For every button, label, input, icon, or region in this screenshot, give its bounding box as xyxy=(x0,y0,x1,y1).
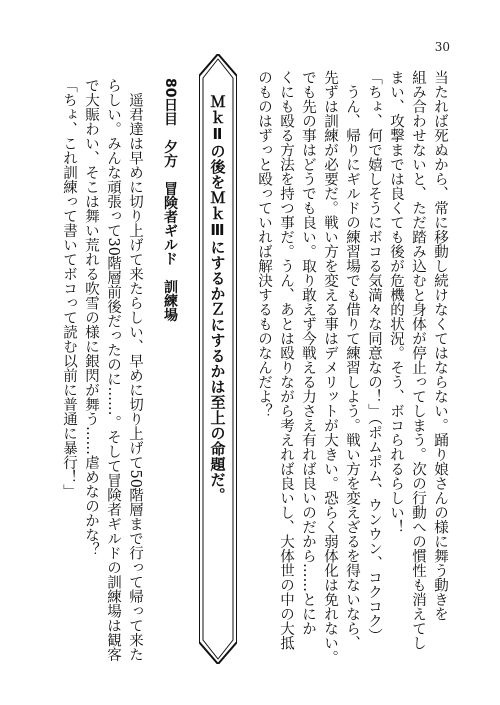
text-line: 組み合わせないと、ただ踏み込むと身体が停止ってしまう。次の行動への慣性も消えてし xyxy=(410,70,426,650)
chapter-title-banner xyxy=(199,54,237,664)
text-line: 先ずは訓練が必要だ。戦い方を変える事はデメリットが大きい。恐らく弱体化は免れない。 xyxy=(322,70,338,665)
text-line: でも先の事はどうでも良い。取り敢えず今戦える力さえ有れば良いのだから……とにか xyxy=(300,70,316,636)
text-line: らしい。みんな頑張って30階層前後だったのに……。そして冒険者ギルドの訓練場は観客 xyxy=(105,78,121,662)
text-line: まい、攻撃までは良くても後が危機的状況。そう、ボコられるらしい！ xyxy=(388,70,404,534)
text-line: うん、帰りにギルドの練習場でも借りて練習しよう。戦い方を変えざるを得ないなら、 xyxy=(344,70,360,650)
text-line: のものはずっと殴っていれば解決するものなんだよ？ xyxy=(256,70,272,418)
text-line: くにも殴る方法を持つ事だ。うん、あとは殴りながら考えれば良いし、大体世の中の大抵 xyxy=(278,70,294,650)
text-line: 当たれば死ぬから、常に移動し続けなくてはならない。踊り娘さんの様に舞う動きを xyxy=(432,70,448,621)
section-heading: 80日目 夕方 冒険者ギルド 訓練場 xyxy=(162,78,178,322)
text-line: で大賑わい、そこは舞い荒れる吹雪の様に銀閃が舞う……虐めなのかな？ xyxy=(83,78,99,557)
text-line: 遥君達は早めに切り上げて来たらしい、早めに切り上げて50階層まで行って帰って来た xyxy=(127,78,143,662)
page-number: 30 xyxy=(434,40,450,54)
text-line: 「ちょ、何で嬉しそうにボコる気満々な同意なの！」（ポムポム、ウンウン、コクコク） xyxy=(366,70,382,643)
chapter-title: ＭｋⅡの後をＭｋⅢにするかＺにするかは至上の命題だ。 xyxy=(208,94,227,503)
text-line: 「ちょ、これ訓練って書いてボコって読む以前に普通に暴行！」 xyxy=(61,78,77,499)
